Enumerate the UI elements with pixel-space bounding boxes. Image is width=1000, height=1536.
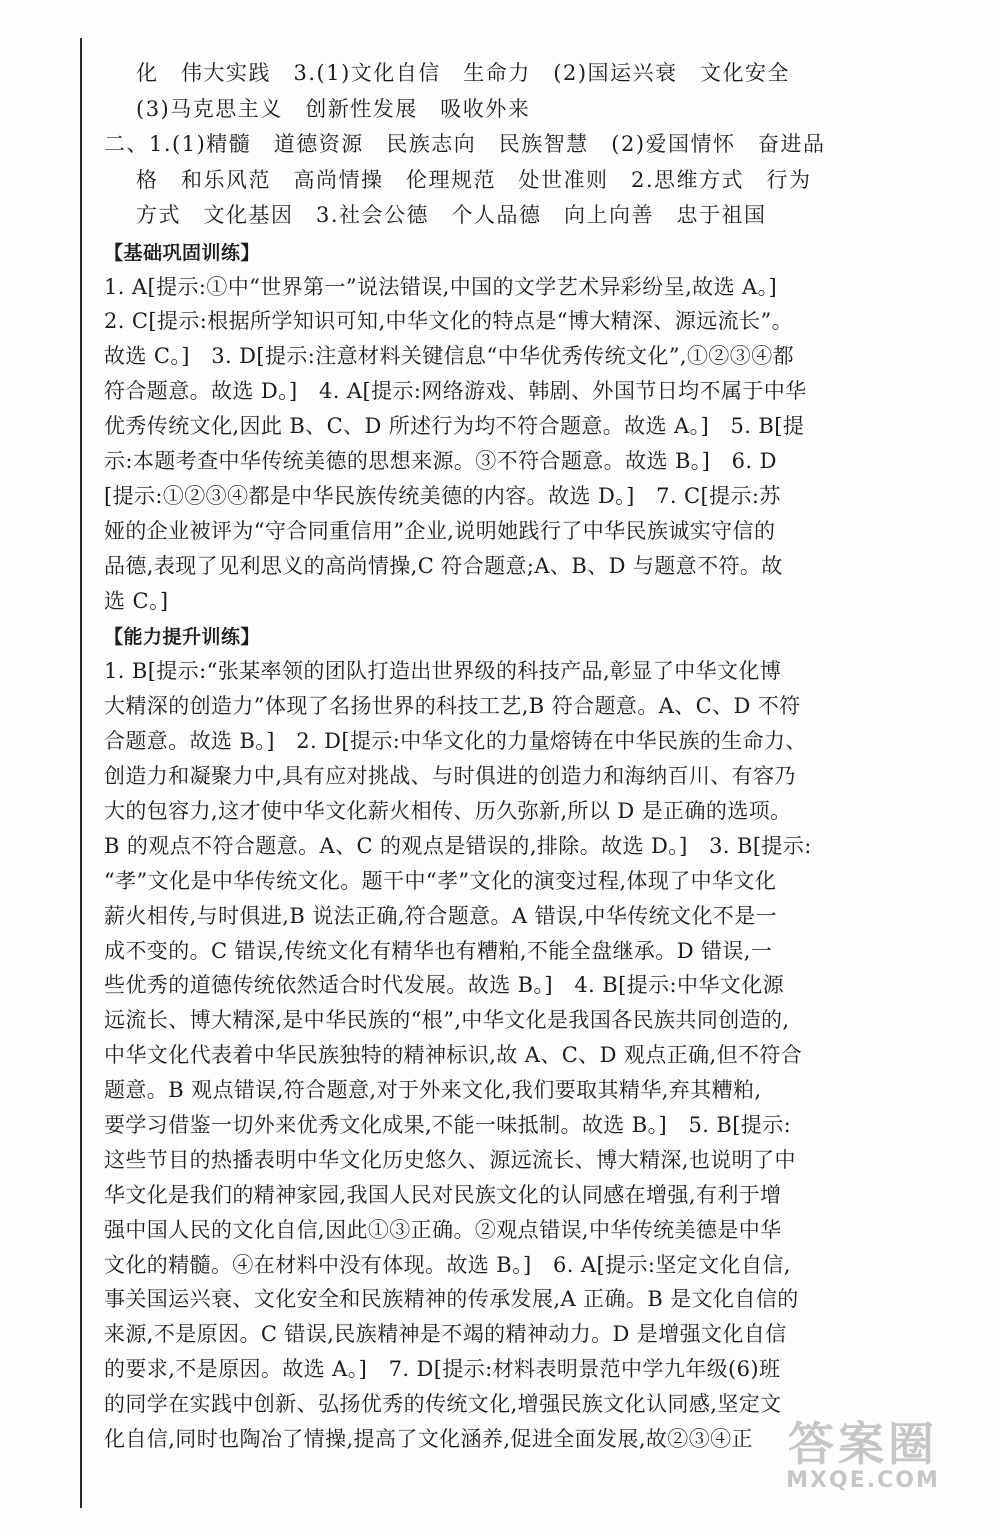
text-line: 题意。B 观点错误,符合题意,对于外来文化,我们要取其精华,弃其糟粕, [104, 1078, 762, 1103]
text-line: 成不变的。C 错误,传统文化有精华也有糟粕,不能全盘继承。D 错误,一 [104, 938, 773, 963]
text-line: 示:本题考查中华传统美德的思想来源。③不符合题意。故选 B。] 6. D [104, 448, 777, 473]
section-basic-body [104, 270, 962, 619]
page-content [104, 56, 962, 1457]
text-line: (3)马克思主义 创新性发展 吸收外来 [136, 96, 531, 121]
text-line: 品德,表现了见利思义的高尚情操,C 符合题意;A、B、D 与题意不符。故 [104, 553, 783, 578]
text-line: [提示:①②③④都是中华民族传统美德的内容。故选 D。] 7. C[提示:苏 [104, 483, 781, 508]
text-line: 符合题意。故选 D。] 4. A[提示:网络游戏、韩剧、外国节日均不属于中华 [104, 379, 807, 404]
text-line: 格 和乐风范 高尚情操 伦理规范 处世准则 2.思维方式 行为 [136, 167, 812, 192]
text-line: 1. B[提示:“张某率领的团队打造出世界级的科技产品,彰显了中华文化博 [104, 659, 782, 684]
text-line: 这些节目的热播表明中华文化历史悠久、源远流长、博大精深,也说明了中 [104, 1147, 796, 1172]
text-line: 选 C。] [104, 588, 169, 613]
section-title-basic: 【基础巩固训练】 [104, 241, 261, 264]
text-line: 优秀传统文化,因此 B、C、D 所述行为均不符合题意。故选 A。] 5. B[提 [104, 414, 805, 439]
margin-rule [80, 38, 82, 1508]
text-line: 来源,不是原因。C 错误,民族精神是不竭的精神动力。D 是增强文化自信 [104, 1322, 787, 1347]
text-line: 些优秀的道德传统依然适合时代发展。故选 B。] 4. B[提示:中华文化源 [104, 973, 785, 998]
section-advanced-body [104, 654, 962, 1456]
text-line: 要学习借鉴一切外来优秀文化成果,不能一味抵制。故选 B。] 5. B[提示: [104, 1112, 792, 1137]
text-line: 远流长、博大精深,是中华民族的“根”,中华文化是我国各民族共同创造的, [104, 1008, 790, 1033]
text-line: 华文化是我们的精神家园,我国人民对民族文化的认同感在增强,有利于增 [104, 1182, 782, 1207]
text-line: 2. C[提示:根据所学知识可知,中华文化的特点是“博大精深、源远流长”。 [104, 309, 793, 334]
text-line: 1. A[提示:①中“世界第一”说法错误,中国的文学艺术异彩纷呈,故选 A。] [104, 274, 778, 299]
text-line: 化 伟大实践 3.(1)文化自信 生命力 (2)国运兴衰 文化安全 [136, 61, 791, 85]
text-line: 娅的企业被评为“守合同重信用”企业,说明她践行了中华民族诚实守信的 [104, 518, 776, 543]
text-line: 事关国运兴衰、文化安全和民族精神的传承发展,A 正确。B 是文化自信的 [104, 1287, 799, 1312]
watermark-domain: MXQE.COM [786, 1468, 940, 1493]
text-line: 强中国人民的文化自信,因此①③正确。②观点错误,中华传统美德是中华 [104, 1217, 782, 1242]
text-line: 创造力和凝聚力中,具有应对挑战、与时俱进的创造力和海纳百川、有容乃 [104, 764, 796, 789]
text-line: “孝”文化是中华传统文化。题干中“孝”文化的演变过程,体现了中华文化 [104, 868, 777, 893]
text-line: B 的观点不符合题意。A、C 的观点是错误的,排除。故选 D。] 3. B[提示: [104, 833, 812, 858]
text-line: 化自信,同时也陶冶了情操,提高了文化涵养,促进全面发展,故②③④正 [104, 1427, 753, 1451]
site-watermark [748, 1408, 978, 1500]
text-line: 薪火相传,与时俱进,B 说法正确,符合题意。A 错误,中华传统文化不是一 [104, 903, 778, 928]
continued-answers [104, 56, 962, 234]
text-line: 大精深的创造力”体现了名扬世界的科技工艺,B 符合题意。A、C、D 不符 [104, 694, 801, 719]
text-line: 故选 C。] 3. D[提示:注意材料关键信息“中华优秀传统文化”,①②③④都 [104, 344, 794, 369]
text-line: 大的包容力,这才使中华文化薪火相传、历久弥新,所以 D 是正确的选项。 [104, 798, 792, 823]
text-line: 合题意。故选 B。] 2. D[提示:中华文化的力量熔铸在中华民族的生命力、 [104, 729, 807, 754]
section-title-advanced: 【能力提升训练】 [104, 626, 261, 649]
text-line: 方式 文化基因 3.社会公德 个人品德 向上向善 忠于祖国 [136, 203, 767, 227]
text-line: 的要求,不是原因。故选 A。] 7. D[提示:材料表明景范中学九年级(6)班 [104, 1357, 781, 1382]
text-line: 文化的精髓。④在材料中没有体现。故选 B。] 6. A[提示:坚定文化自信, [104, 1252, 791, 1277]
text-line: 的同学在实践中创新、弘扬优秀的传统文化,增强民族文化认同感,坚定文 [104, 1392, 782, 1417]
text-line: 中华文化代表着中华民族独特的精神标识,故 A、C、D 观点正确,但不符合 [104, 1043, 803, 1068]
watermark-logo-text: 答案圈 [788, 1417, 938, 1471]
text-line: 二、1.(1)精髓 道德资源 民族志向 民族智慧 (2)爱国情怀 奋进品 [104, 132, 826, 156]
